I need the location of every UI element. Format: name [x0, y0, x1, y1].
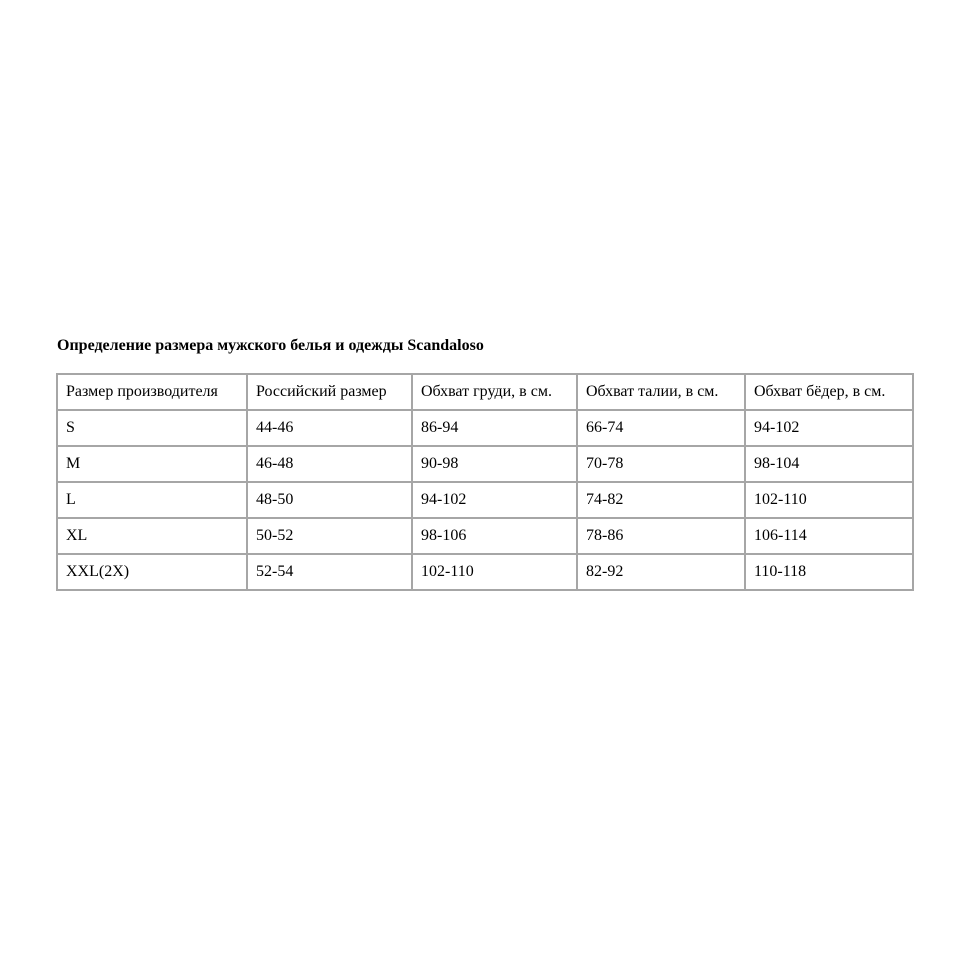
- cell-manufacturer-size: XXL(2X): [57, 554, 247, 590]
- table-row: [57, 482, 913, 518]
- cell-chest: 94-102: [412, 482, 577, 518]
- cell-manufacturer-size: M: [57, 446, 247, 482]
- table-row: [57, 554, 913, 590]
- cell-chest: 102-110: [412, 554, 577, 590]
- table-header-row: [57, 374, 913, 410]
- cell-hips: 94-102: [745, 410, 913, 446]
- size-table: [56, 373, 914, 591]
- table-row: [57, 518, 913, 554]
- cell-russian-size: 48-50: [247, 482, 412, 518]
- cell-hips: 110-118: [745, 554, 913, 590]
- cell-russian-size: 46-48: [247, 446, 412, 482]
- header-hips: Обхват бёдер, в см.: [745, 374, 913, 410]
- cell-manufacturer-size: L: [57, 482, 247, 518]
- cell-hips: 98-104: [745, 446, 913, 482]
- table-row: [57, 410, 913, 446]
- cell-waist: 70-78: [577, 446, 745, 482]
- header-russian-size: Российский размер: [247, 374, 412, 410]
- cell-manufacturer-size: S: [57, 410, 247, 446]
- header-waist: Обхват талии, в см.: [577, 374, 745, 410]
- cell-hips: 106-114: [745, 518, 913, 554]
- cell-waist: 66-74: [577, 410, 745, 446]
- table-row: [57, 446, 913, 482]
- cell-manufacturer-size: XL: [57, 518, 247, 554]
- cell-russian-size: 52-54: [247, 554, 412, 590]
- cell-chest: 86-94: [412, 410, 577, 446]
- page-title: Определение размера мужского белья и одежды Scandaloso: [57, 337, 484, 354]
- cell-waist: 74-82: [577, 482, 745, 518]
- cell-waist: 82-92: [577, 554, 745, 590]
- header-chest: Обхват груди, в см.: [412, 374, 577, 410]
- cell-waist: 78-86: [577, 518, 745, 554]
- cell-hips: 102-110: [745, 482, 913, 518]
- cell-chest: 98-106: [412, 518, 577, 554]
- cell-russian-size: 50-52: [247, 518, 412, 554]
- cell-chest: 90-98: [412, 446, 577, 482]
- cell-russian-size: 44-46: [247, 410, 412, 446]
- header-manufacturer-size: Размер производителя: [57, 374, 247, 410]
